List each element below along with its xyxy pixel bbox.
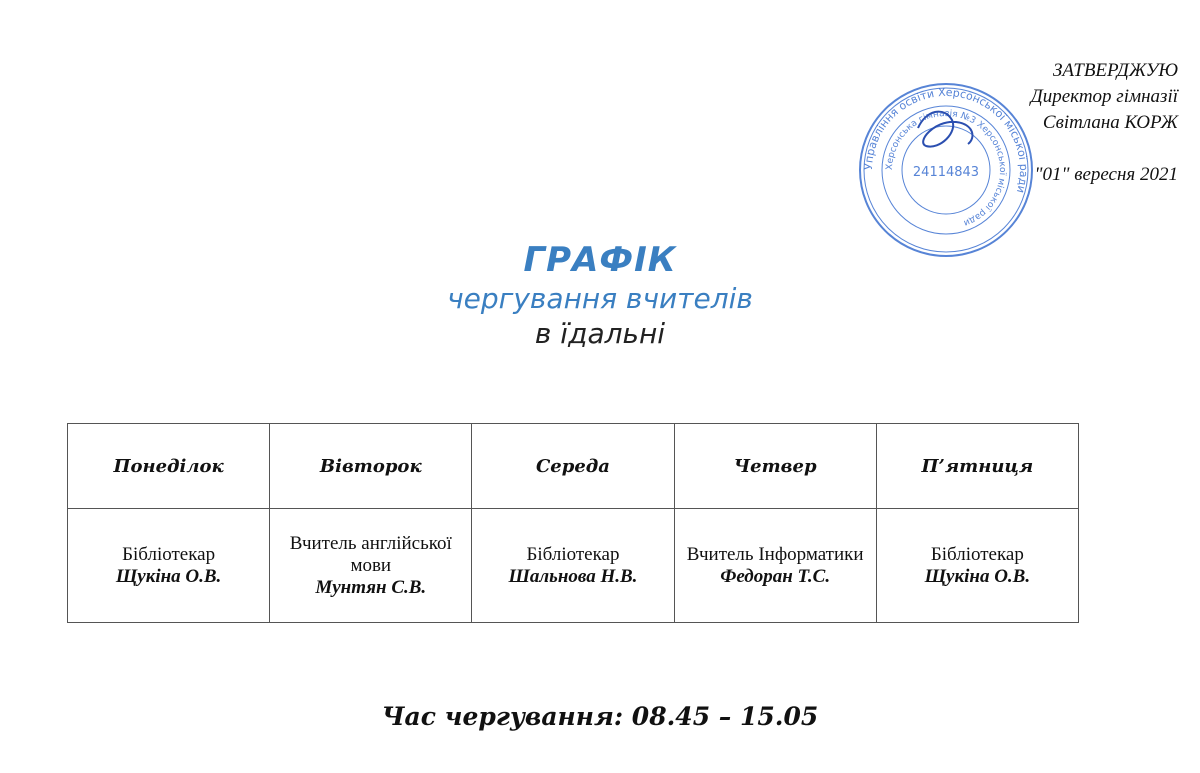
day-header: Середа	[472, 424, 674, 509]
approval-title: ЗАТВЕРДЖУЮ	[1052, 60, 1178, 81]
stamp-inner-text: Херсонська гімназія №3 Херсонської міської ради	[884, 108, 1008, 228]
duty-time: Час чергування: 08.45 – 15.05	[381, 702, 819, 731]
official-seal-stamp	[856, 80, 1036, 260]
day-header: Вівторок	[270, 424, 472, 509]
stamp-outer-text: Управління освіти Херсонської міської ради	[861, 85, 1031, 195]
day-header: Четвер	[674, 424, 876, 509]
duty-cell	[68, 509, 270, 623]
duty-name: Щукіна О.В.	[115, 565, 222, 587]
duty-cell	[674, 509, 876, 623]
duty-role: Бібліотекар	[122, 543, 216, 565]
stamp-code: 24114843	[912, 165, 980, 180]
page-subtitle: чергування вчителів	[447, 282, 753, 315]
approval-signatory: Світлана КОРЖ	[1042, 112, 1178, 133]
duty-schedule-table	[67, 423, 1079, 623]
duty-cell	[876, 509, 1078, 623]
duty-name: Шальнова Н.В.	[508, 565, 638, 587]
duty-role: Вчитель Інформатики	[686, 543, 864, 565]
heading-block	[0, 238, 1200, 352]
approval-position: Директор гімназії	[1030, 86, 1178, 107]
duty-name: Мунтян С.В.	[315, 576, 427, 598]
duty-role: Бібліотекар	[930, 543, 1024, 565]
approval-date: "01" вересня 2021	[1034, 164, 1178, 185]
duty-name: Щукіна О.В.	[924, 565, 1031, 587]
duty-role: Вчитель англійської мови	[289, 532, 452, 576]
duty-name: Федоран Т.С.	[720, 565, 831, 587]
duty-role: Бібліотекар	[526, 543, 620, 565]
page-location: в їдальні	[534, 317, 666, 350]
page-title: ГРАФІК	[523, 240, 677, 280]
day-header: Понеділок	[68, 424, 270, 509]
table-row	[68, 509, 1079, 623]
table-header-row	[68, 424, 1079, 509]
day-header: П’ятниця	[876, 424, 1078, 509]
duty-cell	[270, 509, 472, 623]
duty-cell	[472, 509, 674, 623]
